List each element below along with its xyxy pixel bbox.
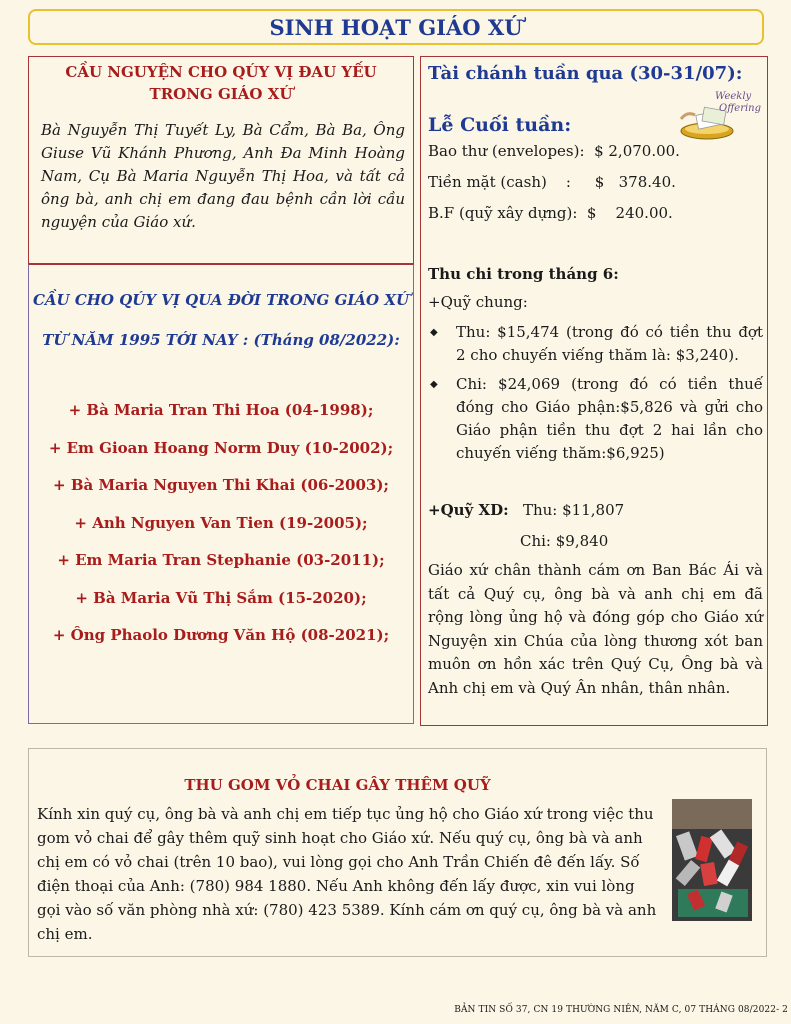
deceased-title-line1: CẦU CHO QÚY VỊ QUA ĐỜI TRONG GIÁO XỨ — [32, 291, 410, 309]
prayer-sick-box — [28, 56, 414, 264]
deceased-title-line2: TỪ NĂM 1995 TỚI NAY : (Tháng 08/2022): — [42, 331, 400, 349]
bullet-icon: ◆ — [430, 327, 438, 338]
general-fund-list — [428, 321, 763, 465]
deceased-box — [28, 264, 414, 724]
expense-item — [428, 373, 763, 465]
xd-income: Thu: $11,807 — [522, 501, 625, 519]
footer-text: BẢN TIN SỐ 37, CN 19 THƯỜNG NIÊN, NĂM C, 07 THÁNG 08/2022- 2 — [454, 1005, 788, 1015]
xd-label: +Quỹ XD: — [428, 501, 509, 519]
deceased-item: + Bà Maria Nguyen Thi Khai (06-2003); — [53, 476, 389, 494]
prayer-sick-text: Bà Nguyễn Thị Tuyết Ly, Bà Cẩm, Bà Ba, Ông Giuse Vũ Khánh Phương, Anh Đa Minh Hoàng Nam, Cụ Bà Maria Nguyễn Thị Hoa, và tất cả ông bà, anh chị em đang đau bệnh cần lời cầu nguyện của Giáo xứ. — [41, 121, 405, 231]
deceased-item: + Bà Maria Tran Thi Hoa (04-1998); — [68, 401, 374, 419]
thanks-text: Giáo xứ chân thành cám ơn Ban Bác Ái và tất cả Quý cụ, ông bà và anh chị em đã rộng lòng ủng hộ và đóng góp cho Giáo xứ Nguyện xin Chúa của lòng thương xót ban muôn ơn hồn xác trên Quý Cụ, Ông bà và Anh chị em và Quý Ân nhân, thân nhân. — [428, 561, 763, 697]
finance-box — [420, 56, 768, 726]
deceased-item: + Em Gioan Hoang Norm Duy (10-2002); — [48, 438, 394, 457]
deceased-item: + Ông Phaolo Dương Văn Hộ (08-2021); — [52, 626, 390, 644]
envelopes-line: Bao thư (envelopes): $ 2,070.00. — [428, 142, 680, 160]
monthly-title: Thu chi trong tháng 6: — [428, 265, 619, 283]
deceased-item: + Bà Maria Vũ Thị Sắm (15-2020); — [75, 588, 367, 607]
deceased-item: + Em Maria Tran Stephanie (03-2011); — [57, 551, 385, 569]
income-item — [428, 321, 763, 367]
income-text: Thu: $15,474 (trong đó có tiền thu đợt 2 cho chuyến viếng thăm là: $3,240). — [456, 323, 763, 364]
deceased-list — [29, 399, 413, 662]
prayer-sick-title-line2: TRONG GIÁO XỨ — [149, 85, 293, 103]
offering-text: Offering — [719, 103, 762, 114]
bottles-image — [672, 799, 752, 921]
weekend-title: Lễ Cuối tuần: — [428, 114, 572, 136]
weekly-offering-image — [677, 89, 762, 143]
xd-row — [428, 495, 763, 526]
page-title: SINH HOẠT GIÁO XỨ — [269, 14, 523, 40]
bottles-box — [28, 748, 767, 957]
cash-line: Tiền mặt (cash) : $ 378.40. — [428, 173, 676, 191]
bottles-text: Kính xin quý cụ, ông bà và anh chị em tiếp tục ủng hộ cho Giáo xứ trong việc thu gom vỏ chai để gây thêm quỹ sinh hoạt cho Giáo xứ. Nếu quý cụ, ông bà và anh chị em có vỏ chai (trên 10 bao), vui lòng gọi cho Anh Trần Chiến đê đến lấy. Số điện thoại của Anh: (780) 984 1880. Nếu Anh không đến lấy được, xin vui lòng gọi vào số văn phòng nhà xứ: (780) 423 5389. Kính cám ơn quý cụ, ông bà và anh chị em. — [37, 805, 657, 943]
deceased-item: + Anh Nguyen Van Tien (19-2005); — [74, 513, 368, 532]
general-fund-label: +Quỹ chung: — [428, 293, 528, 311]
prayer-sick-title-line1: CẦU NGUYỆN CHO QÚY VỊ ĐAU YẾU — [65, 63, 377, 81]
bf-line: B.F (quỹ xây dựng): $ 240.00. — [428, 204, 673, 222]
bottles-title: THU GOM VỎ CHAI GÂY THÊM QUỸ — [184, 776, 491, 794]
page-title-bar — [28, 9, 764, 45]
finance-title: Tài chánh tuần qua (30-31/07): — [428, 63, 743, 84]
expense-text: Chi: $24,069 (trong đó có tiền thuế đóng cho Giáo phận:$5,826 và gửi cho Giáo phận tiền thu đợt 2 hai lần cho chuyến viếng thăm:$6,925) — [456, 375, 763, 462]
weekly-text: Weekly — [715, 91, 752, 102]
xd-expense: Chi: $9,840 — [520, 532, 609, 550]
bullet-icon: ◆ — [430, 379, 438, 390]
